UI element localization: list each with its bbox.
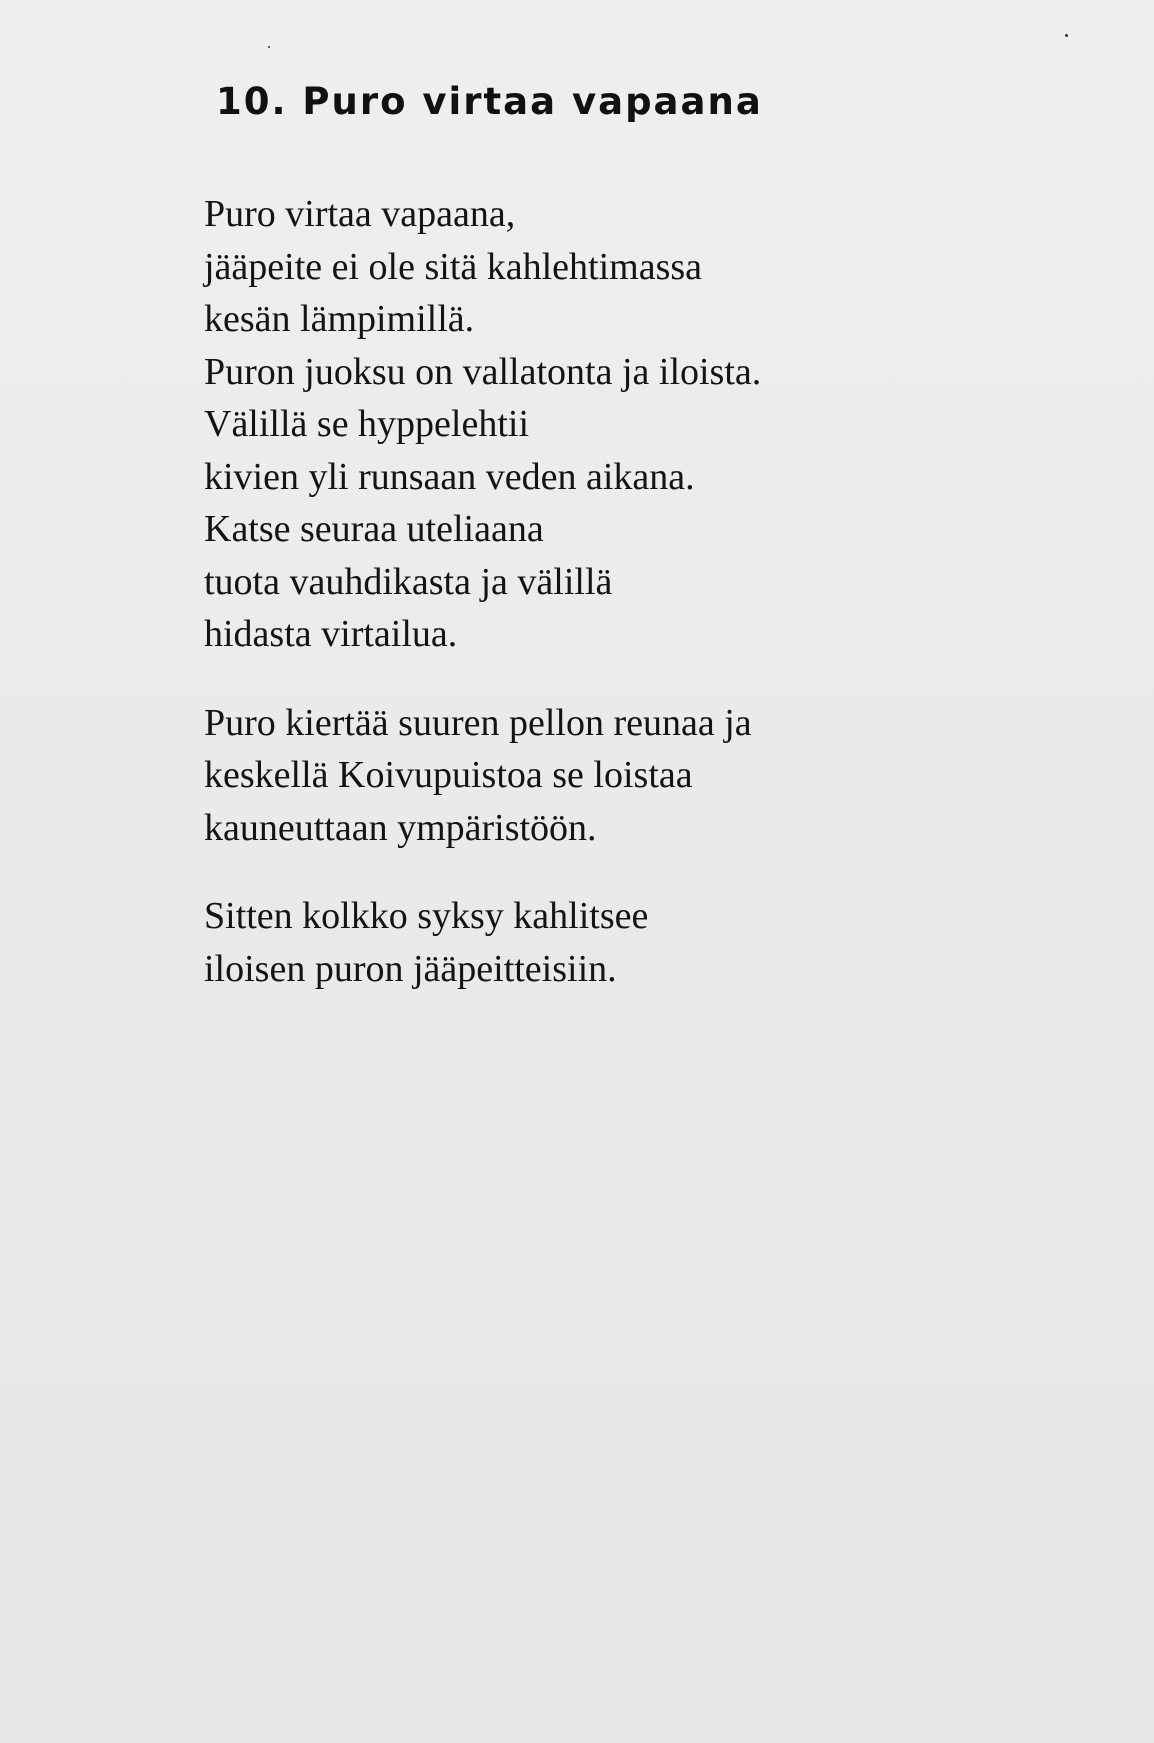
poem-line: tuota vauhdikasta ja välillä (204, 560, 613, 603)
poem-line: hidasta virtailua. (204, 613, 458, 655)
poem-line: Sitten kolkko syksy kahlitsee (204, 895, 649, 937)
poem-line: keskellä Koivupuistoa se loistaa (204, 754, 693, 796)
poem-line: jääpeite ei ole sitä kahlehtimassa (204, 245, 703, 288)
stanza (204, 697, 1104, 855)
poem-line: kivien yli runsaan veden aikana. (204, 455, 695, 498)
ink-speck (1065, 34, 1068, 37)
poem-line: kesän lämpimillä. (204, 298, 475, 340)
poem-line: Katse seuraa uteliaana (204, 508, 544, 550)
ink-speck (268, 46, 270, 48)
poem-line: iloisen puron jääpeitteisiin. (204, 947, 617, 990)
stanza (204, 890, 1104, 995)
poem-line: Puro virtaa vapaana, (204, 193, 516, 235)
stanza (204, 188, 1104, 661)
poem-line: Puro kiertää suuren pellon reunaa ja (204, 701, 752, 744)
poem-line: kauneuttaan ympäristöön. (204, 806, 597, 849)
poem-line: Välillä se hyppelehtii (204, 403, 530, 445)
poem-line: Puron juoksu on vallatonta ja iloista. (204, 350, 762, 393)
poem-body (204, 188, 1104, 1031)
poem-title: 10. Puro virtaa vapaana (216, 80, 763, 123)
